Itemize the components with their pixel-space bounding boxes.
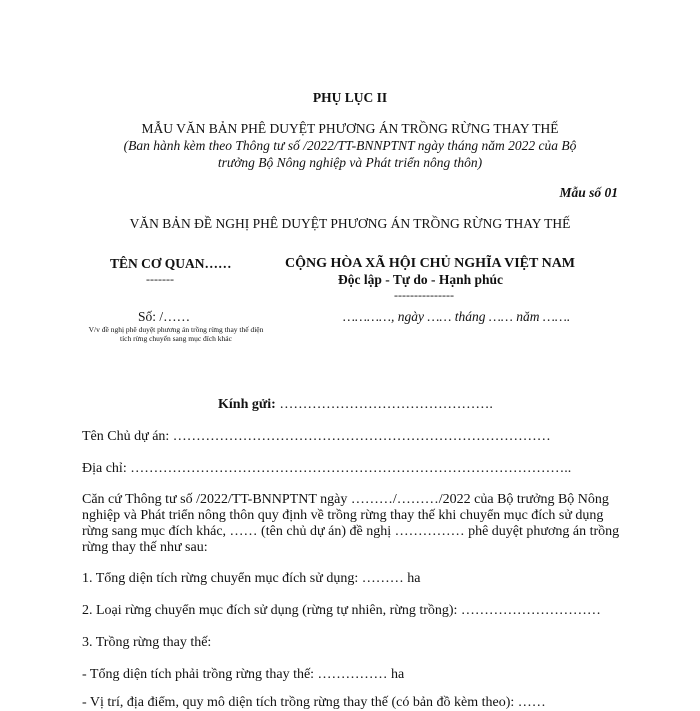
appendix-heading: PHỤ LỤC II: [312, 90, 388, 105]
agency-name: TÊN CƠ QUAN……: [110, 256, 232, 271]
agency-underline: -------: [146, 272, 174, 286]
recipient-line: [218, 397, 493, 413]
recipient-dots: ……………………………………….: [275, 397, 493, 412]
form-number: Mẫu số 01: [559, 185, 618, 200]
item-2: 2. Loại rừng chuyển mục đích sử dụng (rừng tự nhiên, rừng trồng): …………………………: [82, 603, 601, 618]
item-3: 3. Trồng rừng thay thế:: [82, 635, 212, 650]
date-line: …………, ngày …… tháng …… năm …….: [343, 309, 571, 324]
item-1: 1. Tổng diện tích rừng chuyển mục đích sử dụng: ……… ha: [82, 571, 421, 586]
motto-underline: ---------------: [394, 288, 454, 302]
national-motto: Độc lập - Tự do - Hạnh phúc: [338, 272, 504, 287]
address-line: Địa chỉ: …………………………………………………………………………………..: [82, 461, 572, 476]
item-3b: - Vị trí, địa điểm, quy mô diện tích trồng rừng thay thế (có bản đồ kèm theo): ……: [82, 695, 546, 710]
document-number: Số: /……: [138, 309, 191, 324]
recipient-label: Kính gửi:: [218, 397, 276, 412]
owner-line: Tên Chủ dự án: ………………………………………………………………………: [82, 429, 551, 444]
national-title: CỘNG HÒA XÃ HỘI CHỦ NGHĨA VIỆT NAM: [285, 256, 576, 271]
form-title: MẪU VĂN BẢN PHÊ DUYỆT PHƯƠNG ÁN TRỒNG RỪNG THAY THẾ: [141, 121, 559, 136]
document-title: VĂN BẢN ĐỀ NGHỊ PHÊ DUYỆT PHƯƠNG ÁN TRỒNG RỪNG THAY THẾ: [129, 216, 571, 231]
basis-paragraph: Căn cứ Thông tư số /2022/TT-BNNPTNT ngày ………/………/2022 của Bộ trưởng Bộ Nông nghiệp và Phát triển nông thôn quy định về trồng rừng thay thế khi chuyển mục đích sử dụng rừng sang mục đích khác, …… (tên chủ dự án) đề nghị …………… phê duyệt phương án trồng rừng thay thế như sau:: [82, 492, 620, 555]
subtitle-line-2: trưởng Bộ Nông nghiệp và Phát triển nông thôn): [217, 155, 483, 170]
item-3a: - Tổng diện tích phải trồng rừng thay thế: …………… ha: [82, 667, 405, 682]
subtitle-line-1: (Ban hành kèm theo Thông tư số /2022/TT-BNNPTNT ngày tháng năm 2022 của Bộ: [123, 138, 577, 153]
document-summary: V/v đề nghị phê duyệt phương án trồng rừng thay thế diện tích rừng chuyển sang mục đích khác: [88, 325, 264, 343]
